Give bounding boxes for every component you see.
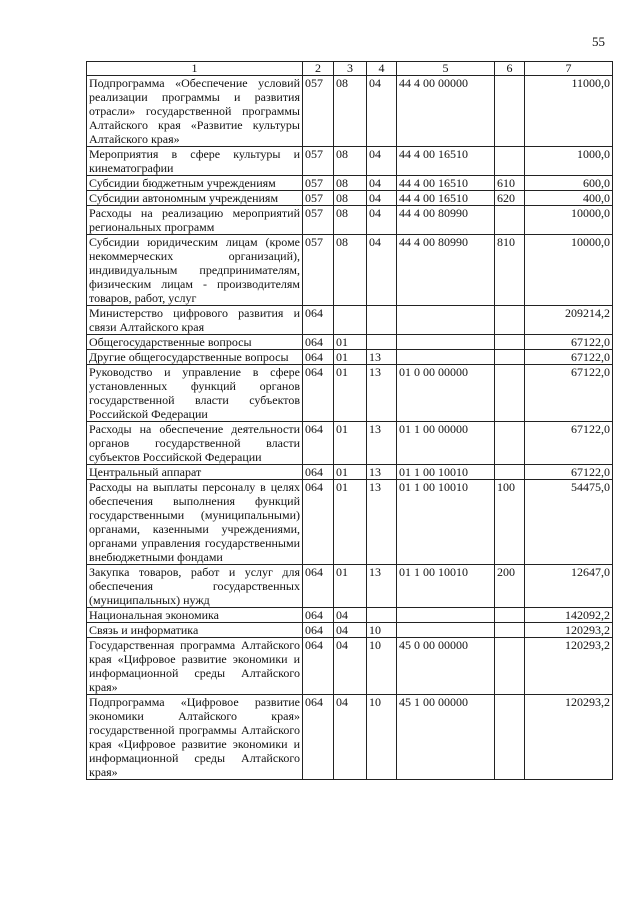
table-row [87, 335, 613, 350]
header-col-2: 2 [303, 62, 334, 76]
row-section-code [334, 306, 367, 335]
header-col-6: 6 [495, 62, 525, 76]
table-row [87, 350, 613, 365]
row-section-code: 04 [334, 638, 367, 695]
row-section-code: 08 [334, 147, 367, 176]
row-subsection-code [367, 306, 397, 335]
table-body [87, 76, 613, 780]
row-subsection-code: 13 [367, 422, 397, 465]
row-section-code: 01 [334, 335, 367, 350]
row-subsection-code: 10 [367, 695, 397, 780]
table-row [87, 695, 613, 780]
table-row [87, 623, 613, 638]
row-subsection-code: 13 [367, 350, 397, 365]
row-expense-type: 620 [495, 191, 525, 206]
row-amount: 209214,2 [525, 306, 613, 335]
row-subsection-code: 04 [367, 235, 397, 306]
page-number: 55 [592, 34, 605, 49]
row-subsection-code: 13 [367, 365, 397, 422]
row-amount: 67122,0 [525, 465, 613, 480]
row-target-article: 44 4 00 16510 [397, 176, 495, 191]
row-name: Министерство цифрового развития и связи Алтайского края [87, 306, 303, 335]
row-ministry-code: 064 [303, 465, 334, 480]
row-expense-type [495, 147, 525, 176]
row-section-code: 04 [334, 623, 367, 638]
row-target-article: 45 0 00 00000 [397, 638, 495, 695]
row-section-code: 08 [334, 191, 367, 206]
row-target-article: 01 1 00 10010 [397, 565, 495, 608]
row-expense-type [495, 306, 525, 335]
row-subsection-code: 13 [367, 465, 397, 480]
row-amount: 11000,0 [525, 76, 613, 147]
row-name: Субсидии юридическим лицам (кроме некоммерческих организаций), индивидуальным предпринимателям, физическим лицам - производителям товаров, работ, услуг [87, 235, 303, 306]
row-target-article [397, 608, 495, 623]
row-name: Государственная программа Алтайского края «Цифровое развитие экономики и информационной среды Алтайского края» [87, 638, 303, 695]
row-amount: 120293,2 [525, 695, 613, 780]
row-target-article [397, 623, 495, 638]
row-name: Субсидии бюджетным учреждениям [87, 176, 303, 191]
row-amount: 400,0 [525, 191, 613, 206]
row-name: Субсидии автономным учреждениям [87, 191, 303, 206]
row-amount: 10000,0 [525, 206, 613, 235]
row-name: Закупка товаров, работ и услуг для обеспечения государственных (муниципальных) нужд [87, 565, 303, 608]
row-target-article: 44 4 00 16510 [397, 191, 495, 206]
row-amount: 120293,2 [525, 623, 613, 638]
row-section-code: 01 [334, 365, 367, 422]
table-row [87, 608, 613, 623]
row-name: Подпрограмма «Цифровое развитие экономики Алтайского края» государственной программы Алтайского края «Цифровое развитие экономики и информационной среды Алтайского края» [87, 695, 303, 780]
row-name: Другие общегосударственные вопросы [87, 350, 303, 365]
row-section-code: 01 [334, 350, 367, 365]
row-target-article [397, 350, 495, 365]
row-ministry-code: 064 [303, 306, 334, 335]
row-ministry-code: 064 [303, 365, 334, 422]
row-target-article [397, 306, 495, 335]
row-name: Общегосударственные вопросы [87, 335, 303, 350]
row-target-article: 01 1 00 00000 [397, 422, 495, 465]
row-amount: 67122,0 [525, 422, 613, 465]
row-section-code: 01 [334, 422, 367, 465]
row-ministry-code: 064 [303, 565, 334, 608]
row-ministry-code: 064 [303, 480, 334, 565]
row-amount: 120293,2 [525, 638, 613, 695]
row-expense-type [495, 206, 525, 235]
row-ministry-code: 057 [303, 235, 334, 306]
row-amount: 10000,0 [525, 235, 613, 306]
row-section-code: 01 [334, 565, 367, 608]
row-amount: 67122,0 [525, 335, 613, 350]
row-expense-type [495, 335, 525, 350]
table-row [87, 638, 613, 695]
table-row [87, 565, 613, 608]
row-name: Руководство и управление в сфере установленных функций органов государственной власти субъектов Российской Федерации [87, 365, 303, 422]
row-section-code: 08 [334, 206, 367, 235]
row-ministry-code: 064 [303, 422, 334, 465]
row-amount: 1000,0 [525, 147, 613, 176]
row-name: Расходы на реализацию мероприятий региональных программ [87, 206, 303, 235]
table-row [87, 306, 613, 335]
row-subsection-code: 04 [367, 76, 397, 147]
table-row [87, 176, 613, 191]
row-amount: 600,0 [525, 176, 613, 191]
row-section-code: 01 [334, 465, 367, 480]
row-expense-type: 100 [495, 480, 525, 565]
row-ministry-code: 064 [303, 608, 334, 623]
row-target-article: 45 1 00 00000 [397, 695, 495, 780]
row-target-article: 44 4 00 16510 [397, 147, 495, 176]
row-subsection-code: 04 [367, 191, 397, 206]
row-amount: 142092,2 [525, 608, 613, 623]
row-target-article: 01 1 00 10010 [397, 465, 495, 480]
row-subsection-code [367, 608, 397, 623]
row-target-article: 44 4 00 00000 [397, 76, 495, 147]
row-ministry-code: 057 [303, 206, 334, 235]
header-col-4: 4 [367, 62, 397, 76]
table-row [87, 191, 613, 206]
row-expense-type [495, 76, 525, 147]
row-amount: 54475,0 [525, 480, 613, 565]
header-col-7: 7 [525, 62, 613, 76]
row-subsection-code: 04 [367, 206, 397, 235]
row-section-code: 01 [334, 480, 367, 565]
row-subsection-code: 10 [367, 623, 397, 638]
row-ministry-code: 057 [303, 76, 334, 147]
row-name: Расходы на обеспечение деятельности органов государственной власти субъектов Российской Федерации [87, 422, 303, 465]
row-expense-type [495, 638, 525, 695]
table-row [87, 76, 613, 147]
row-expense-type [495, 465, 525, 480]
row-name: Национальная экономика [87, 608, 303, 623]
row-ministry-code: 064 [303, 695, 334, 780]
row-name: Центральный аппарат [87, 465, 303, 480]
row-target-article: 01 0 00 00000 [397, 365, 495, 422]
row-target-article: 44 4 00 80990 [397, 235, 495, 306]
row-target-article: 01 1 00 10010 [397, 480, 495, 565]
row-amount: 67122,0 [525, 350, 613, 365]
budget-table [86, 61, 613, 780]
row-expense-type [495, 350, 525, 365]
row-target-article: 44 4 00 80990 [397, 206, 495, 235]
row-section-code: 08 [334, 76, 367, 147]
row-expense-type [495, 695, 525, 780]
table-row [87, 465, 613, 480]
row-ministry-code: 064 [303, 623, 334, 638]
table-row [87, 365, 613, 422]
header-col-1: 1 [87, 62, 303, 76]
row-ministry-code: 064 [303, 638, 334, 695]
table-row [87, 206, 613, 235]
row-target-article [397, 335, 495, 350]
table-row [87, 422, 613, 465]
header-col-5: 5 [397, 62, 495, 76]
row-name: Расходы на выплаты персоналу в целях обеспечения выполнения функций государственными (муниципальными) органами, казенными учреждениями, органами управления государственными внебюджетными фондами [87, 480, 303, 565]
row-amount: 12647,0 [525, 565, 613, 608]
row-section-code: 04 [334, 608, 367, 623]
header-col-3: 3 [334, 62, 367, 76]
row-subsection-code: 04 [367, 147, 397, 176]
row-subsection-code: 13 [367, 480, 397, 565]
row-expense-type: 810 [495, 235, 525, 306]
header-row [87, 62, 613, 76]
row-subsection-code: 10 [367, 638, 397, 695]
row-ministry-code: 057 [303, 176, 334, 191]
row-expense-type: 610 [495, 176, 525, 191]
row-ministry-code: 064 [303, 350, 334, 365]
row-expense-type [495, 608, 525, 623]
row-name: Подпрограмма «Обеспечение условий реализации программы и развития отрасли» государственной программы Алтайского края «Развитие культуры Алтайского края» [87, 76, 303, 147]
row-subsection-code: 13 [367, 565, 397, 608]
table-row [87, 480, 613, 565]
table-row [87, 147, 613, 176]
row-ministry-code: 064 [303, 335, 334, 350]
row-name: Связь и информатика [87, 623, 303, 638]
row-amount: 67122,0 [525, 365, 613, 422]
row-expense-type [495, 623, 525, 638]
table-row [87, 235, 613, 306]
row-expense-type [495, 422, 525, 465]
row-section-code: 08 [334, 176, 367, 191]
row-subsection-code [367, 335, 397, 350]
row-name: Мероприятия в сфере культуры и кинематографии [87, 147, 303, 176]
row-ministry-code: 057 [303, 191, 334, 206]
row-expense-type: 200 [495, 565, 525, 608]
row-subsection-code: 04 [367, 176, 397, 191]
row-section-code: 04 [334, 695, 367, 780]
row-section-code: 08 [334, 235, 367, 306]
row-ministry-code: 057 [303, 147, 334, 176]
row-expense-type [495, 365, 525, 422]
